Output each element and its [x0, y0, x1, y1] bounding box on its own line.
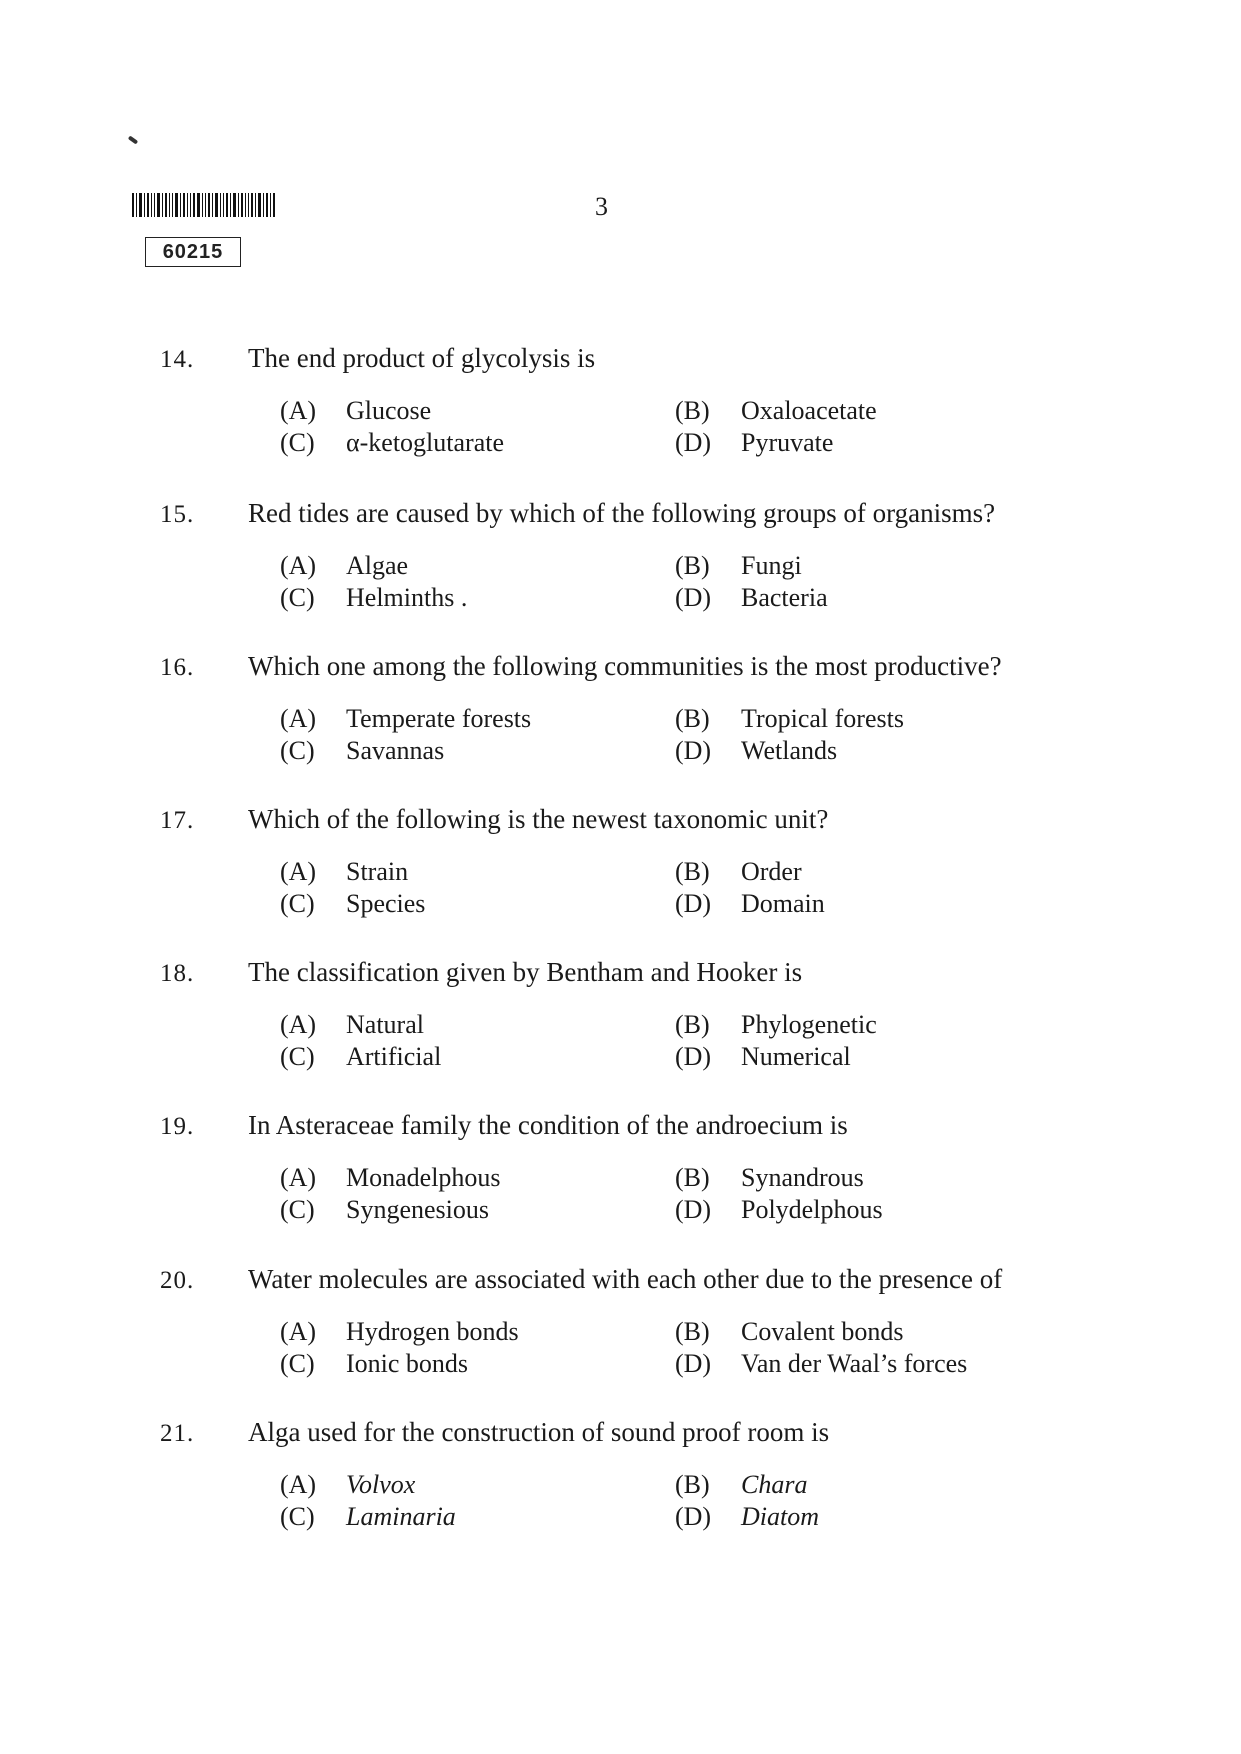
question-14 — [160, 343, 1110, 458]
option-a: (A) Temperate forests — [280, 704, 532, 733]
barcode — [132, 193, 277, 217]
question-number: 14. — [160, 346, 195, 373]
option-c: (C) Savannas — [280, 736, 445, 765]
question-18 — [160, 957, 1110, 1072]
option-d: (D) Van der Waal’s forces — [675, 1349, 968, 1378]
question-number: 20. — [160, 1267, 195, 1294]
option-d: (D) Wetlands — [675, 736, 838, 765]
question-text: Which one among the following communities is the most productive? — [248, 651, 1002, 681]
question-15 — [160, 498, 1110, 613]
option-b: (B) Fungi — [675, 551, 802, 580]
question-text: Water molecules are associated with each other due to the presence of — [248, 1264, 1003, 1294]
options — [280, 1163, 1110, 1225]
options — [280, 1470, 1110, 1532]
option-d: (D) Domain — [675, 889, 825, 918]
option-b: (B) Synandrous — [675, 1163, 864, 1192]
options — [280, 1317, 1110, 1379]
option-a: (A) Natural — [280, 1010, 424, 1039]
question-number: 16. — [160, 654, 195, 681]
option-c: (C) Ionic bonds — [280, 1349, 469, 1378]
options — [280, 704, 1110, 766]
option-b: (B) Oxaloacetate — [675, 396, 877, 425]
option-c: (C) Syngenesious — [280, 1195, 489, 1224]
question-number: 17. — [160, 807, 195, 834]
question-number: 18. — [160, 960, 195, 987]
paper-code: 60215 — [145, 237, 241, 267]
option-c: (C) Species — [280, 889, 426, 918]
option-d: (D) Polydelphous — [675, 1195, 883, 1224]
option-a: (A) Glucose — [280, 396, 432, 425]
option-d: (D) Numerical — [675, 1042, 851, 1071]
question-number: 21. — [160, 1420, 195, 1447]
option-b: (B) Covalent bonds — [675, 1317, 904, 1346]
page-number: 3 — [595, 192, 608, 221]
option-a: (A) Hydrogen bonds — [280, 1317, 519, 1346]
option-b: (B) Chara — [675, 1470, 808, 1499]
scan-mark — [128, 135, 138, 144]
option-c: (C) Helminths . — [280, 583, 468, 612]
question-text: In Asteraceae family the condition of the androecium is — [248, 1110, 848, 1140]
question-number: 19. — [160, 1113, 195, 1140]
option-a: (A) Strain — [280, 857, 409, 886]
question-20 — [160, 1264, 1110, 1379]
question-text: Red tides are caused by which of the following groups of organisms? — [248, 498, 996, 528]
option-c: (C) α-ketoglutarate — [280, 428, 504, 457]
question-number: 15. — [160, 501, 195, 528]
option-a: (A) Monadelphous — [280, 1163, 501, 1192]
question-16 — [160, 651, 1110, 766]
option-c: (C) Artificial — [280, 1042, 442, 1071]
options — [280, 396, 1110, 458]
question-text: The classification given by Bentham and Hooker is — [248, 957, 803, 987]
option-c: (C) Laminaria — [280, 1502, 456, 1531]
option-d: (D) Bacteria — [675, 583, 828, 612]
option-a: (A) Volvox — [280, 1470, 416, 1499]
question-text: Which of the following is the newest taxonomic unit? — [248, 804, 829, 834]
option-b: (B) Tropical forests — [675, 704, 904, 733]
options — [280, 1010, 1110, 1072]
option-b: (B) Order — [675, 857, 802, 886]
option-d: (D) Pyruvate — [675, 428, 834, 457]
question-19 — [160, 1110, 1110, 1225]
question-17 — [160, 804, 1110, 919]
question-text: Alga used for the construction of sound proof room is — [248, 1417, 830, 1447]
option-d: (D) Diatom — [675, 1502, 819, 1531]
question-text: The end product of glycolysis is — [248, 343, 596, 373]
options — [280, 551, 1110, 613]
options — [280, 857, 1110, 919]
question-21 — [160, 1417, 1110, 1532]
option-a: (A) Algae — [280, 551, 409, 580]
option-b: (B) Phylogenetic — [675, 1010, 877, 1039]
